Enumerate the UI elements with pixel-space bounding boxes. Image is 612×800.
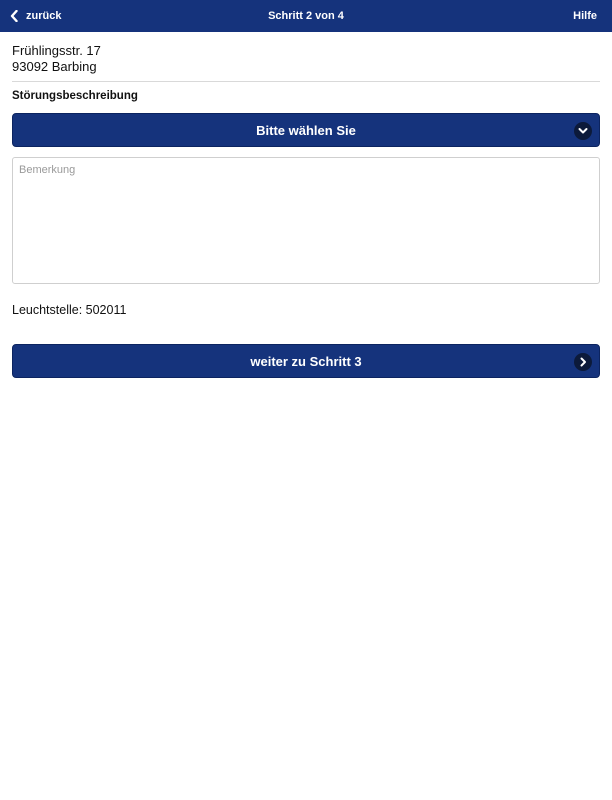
fault-description-label: Störungsbeschreibung <box>12 90 138 102</box>
chevron-left-icon <box>10 10 18 22</box>
address-block <box>12 43 101 75</box>
back-label: zurück <box>26 10 62 22</box>
fault-select-label: Bitte wählen Sie <box>256 123 356 138</box>
back-button[interactable] <box>10 0 61 32</box>
address-city: 93092 Barbing <box>12 59 97 74</box>
lamp-point-text: Leuchtstelle: 502011 <box>12 303 127 317</box>
chevron-down-icon <box>574 122 592 140</box>
next-step-label: weiter zu Schritt 3 <box>250 354 362 369</box>
fault-select-button[interactable] <box>12 113 600 147</box>
header-bar <box>0 0 612 32</box>
help-button[interactable]: Hilfe <box>573 10 597 22</box>
remark-textarea[interactable] <box>12 157 600 284</box>
divider <box>12 81 600 82</box>
chevron-right-icon <box>574 353 592 371</box>
next-step-button[interactable] <box>12 344 600 378</box>
address-street: Frühlingsstr. 17 <box>12 43 101 58</box>
page-title: Schritt 2 von 4 <box>268 10 344 22</box>
